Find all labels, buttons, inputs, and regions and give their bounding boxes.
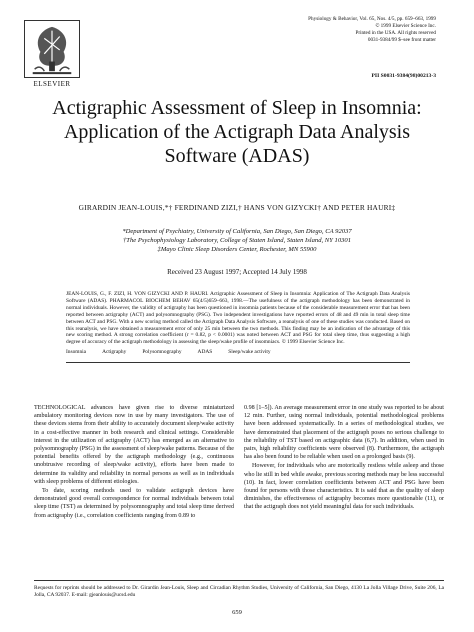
issn-line: 0031-9384/99 $–see front matter: [367, 37, 436, 43]
keyword: Actigraphy: [102, 349, 127, 355]
keyword: Insomnia: [66, 349, 87, 355]
elsevier-tree-icon: [25, 21, 79, 77]
keyword: ADAS: [197, 349, 213, 355]
page-number: 659: [232, 609, 242, 616]
publisher-wordmark: ELSEVIER: [33, 80, 71, 88]
abstract: JEAN-LOUIS, G., F. ZIZI, H. VON GIZYCKI AND P. HAURI. Actigraphic Assessment of Sleep in Insomnia: Application of The Actigraph Data Analysis Software (ADAS). PHARMACOL BIOCHEM BEHAV 65(4/5)659–663, 1998.—The usefulness of the actigraph methodology has been demonstrated in normal individuals. However, the validity of actigraphy has been questioned in insomnia patients because of the considerable measurement error that has been reported between actigraphy (ACT) and polysomnography (PSG). Two independent investigations have reported errors of 48 and 49 min in total sleep time between ACT and PSG. With a new scoring method called the Actigraph Data Analysis Software, a reanalysis of one of these studies was conducted. Based on this reanalysis, we have obtained a measurement error of only 25 min between the two methods. This finding may be an indication of the advantage of this new scoring method. A strong correlation coefficient (r = 0.82, p < 0.0001) was noted between ACT and PSG for total sleep time, thus suggesting a high degree of accuracy of the actigraph methodology in assessing the sleep/wake profile of insomniacs. © 1999 Elsevier Science Inc.: [66, 291, 410, 346]
affiliation: †The Psychophysiology Laboratory, College of Staten Island, Staten Island, NY 10301: [122, 237, 352, 245]
affiliation: ‡Mayo Clinic Sleep Disorders Center, Rochester, MN 55900: [157, 246, 317, 254]
journal-info: [266, 16, 436, 44]
body-column-right: [244, 404, 444, 513]
keywords-divider: [66, 362, 410, 363]
copyright-line: © 1999 Elsevier Science Inc.: [375, 23, 436, 29]
affiliation: *Department of Psychiatry, University of California, San Diego, San Diego, CA 92037: [122, 228, 352, 235]
printed-line: Printed in the USA. All rights reserved: [355, 30, 436, 36]
affiliations: [55, 227, 419, 255]
received-dates: Received 23 August 1997; Accepted 14 July 1998: [167, 268, 307, 276]
body-column-left: [34, 404, 234, 521]
paper-title: Actigraphic Assessment of Sleep in Insomnia: Application of the Actigraph Data Analysis Software (ADAS): [52, 97, 422, 167]
body-paragraph: 0.98 [1–5]). An average measurement error in one study was reported to be about 12 min. Further, using normal individuals, potential methodological problems have been addressed systematically. In a series of methodological studies, we have demonstrated that placement of the actigraph poses no serious challenge to the reliability of TST based on actigraphic data (6,7). In addition, when used in pairs, high reliability coefficients were observed (8). Furthermore, the actigraph has also been found to be reliable when used on a prolonged basis (9).: [244, 405, 444, 461]
body-paragraph: To date, scoring methods used to validate actigraph devices have demonstrated good overall correspondence for normal individuals between total sleep time (TST) as determined by polysomnography and total sleep time derived from actigraphy (i.e., correlation coefficients ranging from 0.89 to: [34, 488, 234, 519]
elsevier-logo: [24, 20, 80, 78]
keyword: Sleep/wake activity: [228, 349, 271, 355]
keywords: [66, 349, 410, 355]
reprint-footnote: Requests for reprints should be addressed to Dr. Girardin Jean-Louis, Sleep and Circadian Rhythm Studies, University of California, San Diego, 4130 La Jolla Village Drive, Suite 206, La Jolla, CA 92037. E-mail: gjeanlouis@ucsd.edu: [34, 580, 444, 599]
pii: PII S0031-9384(98)00213-3: [371, 73, 436, 79]
journal-citation: Physiology & Behavior, Vol. 65, Nos. 4/5, pp. 659–663, 1999: [308, 16, 436, 22]
body-paragraph: TECHNOLOGICAL advances have given rise to diverse miniaturized ambulatory monitoring devices now in use by many investigators. The use of these devices stems from their ability to accurately document sleep/wake activity in a cost-effective manner in both research and clinical settings. Considerable interest in the utilization of actigraphy (ACT) has emerged as an alternative to polysomnography (PSG) in the assessment of sleep/wake patterns. Because of the potential benefits offered by the actigraph methodology (e.g., continuous unobtrusive recording of sleep/wake activity), efforts have been made to determine its validity and reliability in normal persons as well as in individuals with sleep problems of different etiologies.: [34, 405, 234, 485]
body-paragraph: However, for individuals who are motorically restless while asleep and those who lie still in bed while awake, previous scoring methods may be less successful (10). In fact, lower correlation coefficients between ACT and PSG have been found for persons with those characteristics. It is said that as the quality of sleep diminishes, the effectiveness of actigraphy becomes more questionable (11), or that the actigraph does not yield meaningful data for such individuals.: [244, 463, 444, 511]
author-list: GIRARDIN JEAN-LOUIS,*† FERDINAND ZIZI,† HANS VON GIZYCKI† AND PETER HAURI‡: [78, 203, 396, 212]
keyword: Polysomnography: [142, 349, 182, 355]
